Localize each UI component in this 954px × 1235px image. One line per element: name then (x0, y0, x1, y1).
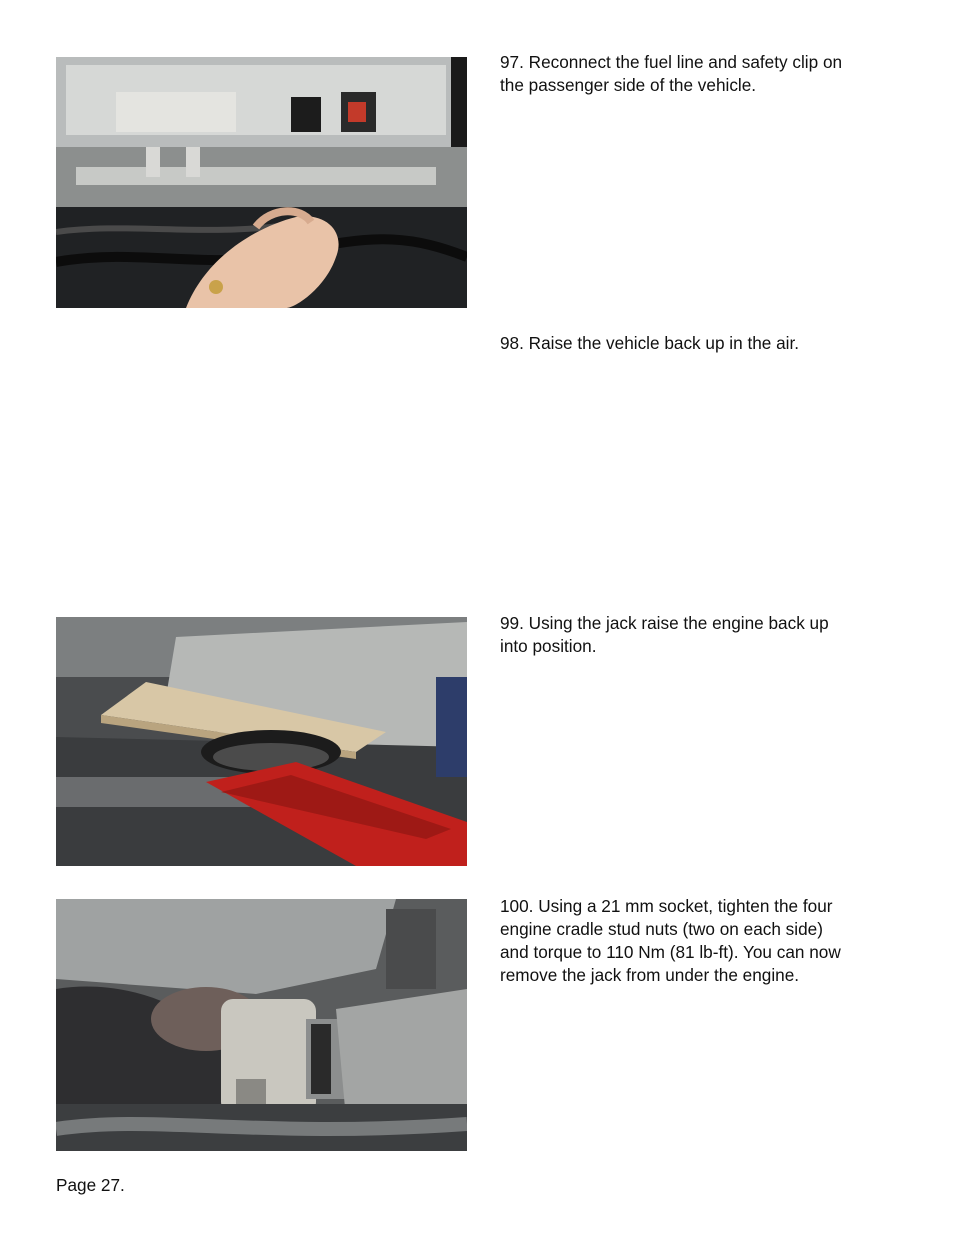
step-100-text: 100. Using a 21 mm socket, tighten the four engine cradle stud nuts (two on each side) and torque to 110 Nm (81 lb-ft). You can now remove the jack from under the engine. (500, 896, 841, 985)
jack-raising-engine-photo (56, 617, 467, 866)
step-98-text: 98. Raise the vehicle back up in the air. (500, 333, 800, 353)
step-99-text: 99. Using the jack raise the engine back up into position. (500, 613, 829, 656)
fuel-rail-connector-photo (56, 57, 467, 308)
page-number: Page 27. (56, 1175, 125, 1195)
step-97-text: 97. Reconnect the fuel line and safety clip on the passenger side of the vehicle. (500, 52, 843, 95)
engine-cradle-mount-photo (56, 899, 467, 1151)
